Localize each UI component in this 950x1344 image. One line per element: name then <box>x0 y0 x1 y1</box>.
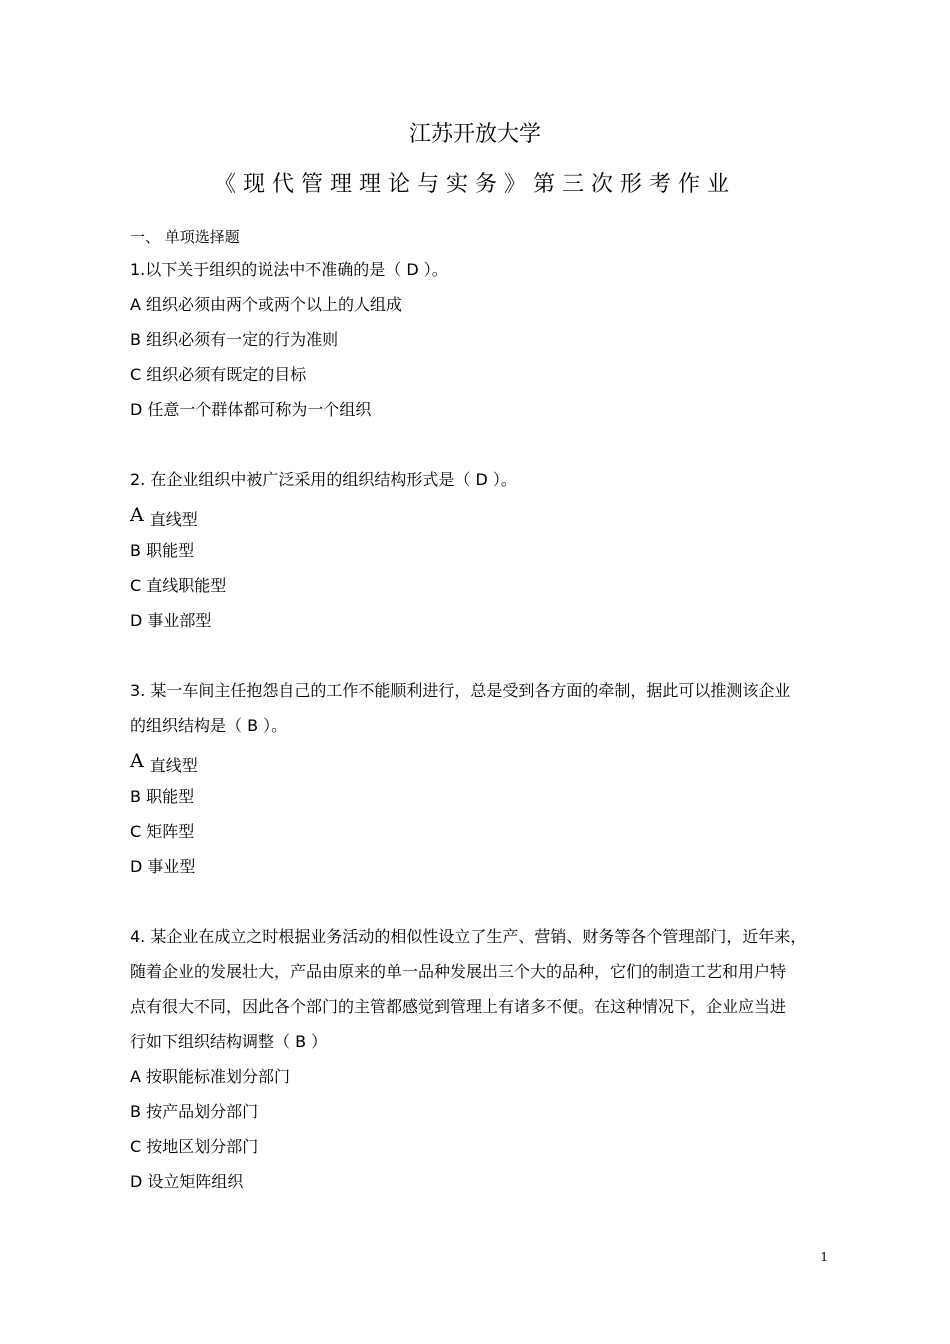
question-stem-continued: 随着企业的发展壮大，产品由原来的单一品种发展出三个大的品种，它们的制造工艺和用户特 <box>130 962 787 981</box>
option-letter: C <box>130 1137 142 1156</box>
option-text: 组织必须有一定的行为准则 <box>146 330 339 349</box>
option-letter: D <box>130 400 143 419</box>
option-letter: C <box>130 822 142 841</box>
option-d <box>130 1171 830 1193</box>
option-letter: D <box>130 857 143 876</box>
option-letter: C <box>130 576 142 595</box>
option-text: 组织必须有既定的目标 <box>146 365 307 384</box>
option-c <box>130 1136 830 1158</box>
question-stem-continued: 点有很大不同，因此各个部门的主管都感觉到管理上有诸多不便。在这种情况下，企业应当进 <box>130 997 787 1016</box>
section-heading: 一、 单项选择题 <box>130 228 240 246</box>
option-c <box>130 821 830 843</box>
option-letter: B <box>130 1102 141 1121</box>
option-d <box>130 610 830 632</box>
option-text: 设立矩阵组织 <box>147 1172 244 1191</box>
option-c <box>130 575 830 597</box>
option-text: 职能型 <box>146 787 195 806</box>
option-b <box>130 1101 830 1123</box>
option-letter: C <box>130 365 142 384</box>
question-stem-continued: 的组织结构是（ B ）。 <box>130 716 288 735</box>
option-b <box>130 786 830 808</box>
option-letter: A <box>130 504 144 526</box>
option-a <box>130 504 830 531</box>
option-letter: D <box>130 1172 143 1191</box>
option-letter: A <box>130 1067 141 1086</box>
option-letter: D <box>130 611 143 630</box>
option-b <box>130 329 830 351</box>
option-text: 任意一个群体都可称为一个组织 <box>147 400 372 419</box>
question-stem: 4. 某企业在成立之时根据业务活动的相似性设立了生产、营销、财务等各个管理部门，近年来， <box>130 927 807 946</box>
question-stem: 1.以下关于组织的说法中不准确的是（ D ）。 <box>130 260 448 279</box>
document-title: 江苏开放大学 <box>408 122 541 147</box>
question-stem-continued: 行如下组织结构调整（ B ） <box>130 1032 328 1051</box>
option-text: 事业部型 <box>147 611 212 630</box>
option-letter: A <box>130 750 144 772</box>
option-letter: B <box>130 787 141 806</box>
option-text: 按地区划分部门 <box>146 1137 259 1156</box>
question-stem: 3. 某一车间主任抱怨自己的工作不能顺利进行，总是受到各方面的牵制，据此可以推测该企业 <box>130 681 791 700</box>
option-letter: A <box>130 295 141 314</box>
option-text: 按职能标准划分部门 <box>146 1067 291 1086</box>
option-letter: B <box>130 541 141 560</box>
option-text: 按产品划分部门 <box>146 1102 259 1121</box>
option-a <box>130 294 830 316</box>
option-letter: B <box>130 330 141 349</box>
option-text: 直线职能型 <box>146 576 227 595</box>
option-a <box>130 1066 830 1088</box>
option-text: 直线型 <box>149 756 198 775</box>
question-stem: 2. 在企业组织中被广泛采用的组织结构形式是（ D ）。 <box>130 470 517 489</box>
option-d <box>130 856 830 878</box>
option-text: 直线型 <box>149 510 198 529</box>
option-c <box>130 364 830 386</box>
option-text: 矩阵型 <box>146 822 195 841</box>
option-text: 组织必须由两个或两个以上的人组成 <box>146 295 403 314</box>
document-subtitle: 《现代管理理论与实务》第三次形考作业 <box>213 172 736 197</box>
option-text: 职能型 <box>146 541 195 560</box>
page-number: 1 <box>820 1250 828 1264</box>
option-text: 事业型 <box>147 857 196 876</box>
option-a <box>130 750 830 777</box>
option-d <box>130 399 830 421</box>
option-b <box>130 540 830 562</box>
